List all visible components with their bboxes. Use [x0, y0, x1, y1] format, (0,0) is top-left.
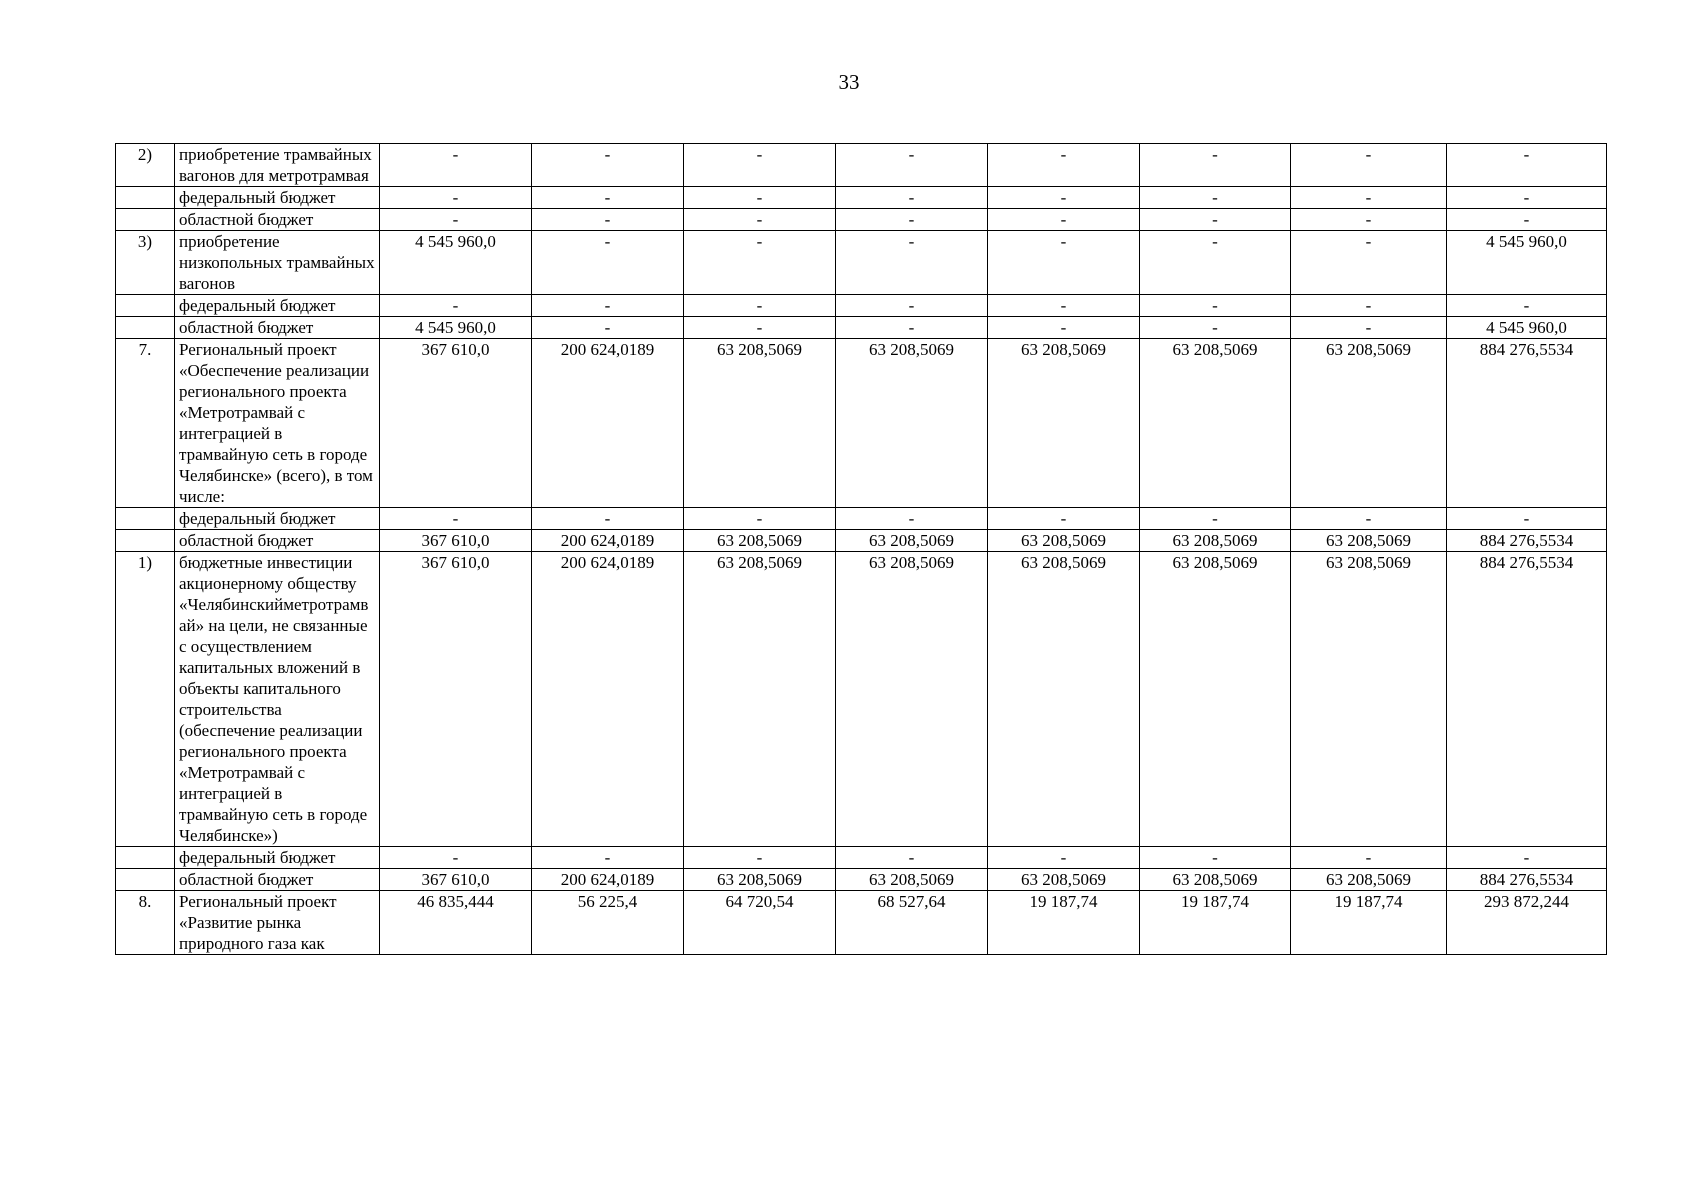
value-cell: - [1447, 508, 1607, 530]
row-number [116, 317, 175, 339]
value-cell: - [988, 508, 1140, 530]
row-number [116, 847, 175, 869]
value-cell: 367 610,0 [380, 530, 532, 552]
value-cell: - [1140, 209, 1291, 231]
value-cell: - [532, 187, 684, 209]
row-number: 3) [116, 231, 175, 295]
value-cell: - [380, 209, 532, 231]
row-number: 2) [116, 144, 175, 187]
value-cell: - [836, 144, 988, 187]
table-row [116, 869, 1607, 891]
row-name: областной бюджет [175, 530, 380, 552]
value-cell: 63 208,5069 [1140, 552, 1291, 847]
value-cell: - [380, 187, 532, 209]
value-cell: - [684, 187, 836, 209]
row-name: федеральный бюджет [175, 847, 380, 869]
value-cell: - [1447, 144, 1607, 187]
value-cell: 63 208,5069 [1291, 552, 1447, 847]
value-cell: 884 276,5534 [1447, 339, 1607, 508]
row-name: приобретение трамвайных вагонов для метротрамвая [175, 144, 380, 187]
value-cell: - [988, 187, 1140, 209]
row-name: областной бюджет [175, 209, 380, 231]
value-cell: - [532, 508, 684, 530]
value-cell: - [1140, 295, 1291, 317]
row-number [116, 869, 175, 891]
row-name: Региональный проект «Развитие рынка природного газа как [175, 891, 380, 955]
value-cell: 63 208,5069 [1291, 869, 1447, 891]
value-cell: 884 276,5534 [1447, 552, 1607, 847]
value-cell: 64 720,54 [684, 891, 836, 955]
value-cell: - [988, 847, 1140, 869]
row-number: 1) [116, 552, 175, 847]
value-cell: 63 208,5069 [1140, 869, 1291, 891]
value-cell: - [836, 847, 988, 869]
row-name: бюджетные инвестиции акционерному обществу «Челябинскийметротрамвай» на цели, не связанные с осуществлением капитальных вложений в объекты капитального строительства (обеспечение реализации регионального проекта «Метротрамвай с интеграцией в трамвайную сеть в городе Челябинске») [175, 552, 380, 847]
value-cell: 63 208,5069 [684, 869, 836, 891]
value-cell: 63 208,5069 [1140, 530, 1291, 552]
row-name: Региональный проект «Обеспечение реализации регионального проекта «Метротрамвай с интеграцией в трамвайную сеть в городе Челябинске» (всего), в том числе: [175, 339, 380, 508]
value-cell: 63 208,5069 [988, 552, 1140, 847]
value-cell: - [988, 231, 1140, 295]
value-cell: - [532, 144, 684, 187]
row-number [116, 508, 175, 530]
value-cell: - [836, 317, 988, 339]
value-cell: 367 610,0 [380, 339, 532, 508]
row-number: 7. [116, 339, 175, 508]
value-cell: - [1140, 187, 1291, 209]
value-cell: - [1447, 295, 1607, 317]
value-cell: 56 225,4 [532, 891, 684, 955]
value-cell: 63 208,5069 [1291, 530, 1447, 552]
value-cell: 200 624,0189 [532, 339, 684, 508]
row-name: областной бюджет [175, 317, 380, 339]
table-row [116, 508, 1607, 530]
value-cell: - [836, 508, 988, 530]
row-name: федеральный бюджет [175, 508, 380, 530]
row-name: федеральный бюджет [175, 187, 380, 209]
value-cell: 200 624,0189 [532, 552, 684, 847]
value-cell: 63 208,5069 [684, 530, 836, 552]
value-cell: - [532, 209, 684, 231]
value-cell: 4 545 960,0 [380, 317, 532, 339]
value-cell: - [836, 231, 988, 295]
value-cell: - [988, 295, 1140, 317]
row-name: областной бюджет [175, 869, 380, 891]
value-cell: 200 624,0189 [532, 530, 684, 552]
row-number: 8. [116, 891, 175, 955]
value-cell: - [1140, 144, 1291, 187]
value-cell: - [1447, 209, 1607, 231]
row-name: приобретение низкопольных трамвайных вагонов [175, 231, 380, 295]
value-cell: - [684, 209, 836, 231]
value-cell: - [684, 847, 836, 869]
value-cell: - [1140, 231, 1291, 295]
value-cell: - [1291, 231, 1447, 295]
value-cell: - [988, 317, 1140, 339]
value-cell: 367 610,0 [380, 869, 532, 891]
value-cell: 46 835,444 [380, 891, 532, 955]
table-row [116, 144, 1607, 187]
table-row [116, 530, 1607, 552]
row-name: федеральный бюджет [175, 295, 380, 317]
value-cell: 884 276,5534 [1447, 530, 1607, 552]
table-row [116, 209, 1607, 231]
value-cell: 19 187,74 [1140, 891, 1291, 955]
value-cell: - [836, 209, 988, 231]
value-cell: 4 545 960,0 [1447, 231, 1607, 295]
budget-table [115, 143, 1607, 955]
value-cell: - [532, 847, 684, 869]
value-cell: - [532, 231, 684, 295]
value-cell: 367 610,0 [380, 552, 532, 847]
value-cell: - [684, 508, 836, 530]
value-cell: - [1291, 295, 1447, 317]
value-cell: - [988, 144, 1140, 187]
table-row [116, 231, 1607, 295]
table-row [116, 891, 1607, 955]
value-cell: 63 208,5069 [684, 552, 836, 847]
value-cell: - [1291, 187, 1447, 209]
table-row [116, 317, 1607, 339]
value-cell: 293 872,244 [1447, 891, 1607, 955]
value-cell: 884 276,5534 [1447, 869, 1607, 891]
value-cell: - [1291, 847, 1447, 869]
table-row [116, 187, 1607, 209]
value-cell: - [1447, 847, 1607, 869]
value-cell: - [836, 187, 988, 209]
value-cell: 63 208,5069 [1140, 339, 1291, 508]
row-number [116, 295, 175, 317]
value-cell: - [988, 209, 1140, 231]
value-cell: - [1291, 144, 1447, 187]
value-cell: 4 545 960,0 [380, 231, 532, 295]
value-cell: 63 208,5069 [988, 869, 1140, 891]
value-cell: - [836, 295, 988, 317]
page-number: 33 [838, 70, 860, 94]
value-cell: - [684, 317, 836, 339]
value-cell: 63 208,5069 [988, 530, 1140, 552]
value-cell: - [684, 295, 836, 317]
row-number [116, 530, 175, 552]
value-cell: 63 208,5069 [1291, 339, 1447, 508]
value-cell: - [1140, 847, 1291, 869]
value-cell: 200 624,0189 [532, 869, 684, 891]
value-cell: - [1291, 209, 1447, 231]
value-cell: - [380, 295, 532, 317]
value-cell: - [1291, 508, 1447, 530]
table-row [116, 339, 1607, 508]
value-cell: - [1291, 317, 1447, 339]
value-cell: - [1140, 317, 1291, 339]
value-cell: 63 208,5069 [988, 339, 1140, 508]
value-cell: - [1447, 187, 1607, 209]
value-cell: 63 208,5069 [836, 552, 988, 847]
table-row [116, 295, 1607, 317]
value-cell: - [380, 847, 532, 869]
value-cell: 63 208,5069 [684, 339, 836, 508]
value-cell: - [684, 231, 836, 295]
value-cell: 63 208,5069 [836, 869, 988, 891]
row-number [116, 209, 175, 231]
value-cell: - [532, 295, 684, 317]
table-body [116, 144, 1607, 955]
value-cell: 19 187,74 [988, 891, 1140, 955]
table-row [116, 847, 1607, 869]
value-cell: 63 208,5069 [836, 339, 988, 508]
value-cell: - [684, 144, 836, 187]
value-cell: 63 208,5069 [836, 530, 988, 552]
row-number [116, 187, 175, 209]
table-row [116, 552, 1607, 847]
value-cell: 4 545 960,0 [1447, 317, 1607, 339]
value-cell: - [380, 144, 532, 187]
value-cell: 19 187,74 [1291, 891, 1447, 955]
value-cell: - [380, 508, 532, 530]
value-cell: 68 527,64 [836, 891, 988, 955]
value-cell: - [1140, 508, 1291, 530]
value-cell: - [532, 317, 684, 339]
